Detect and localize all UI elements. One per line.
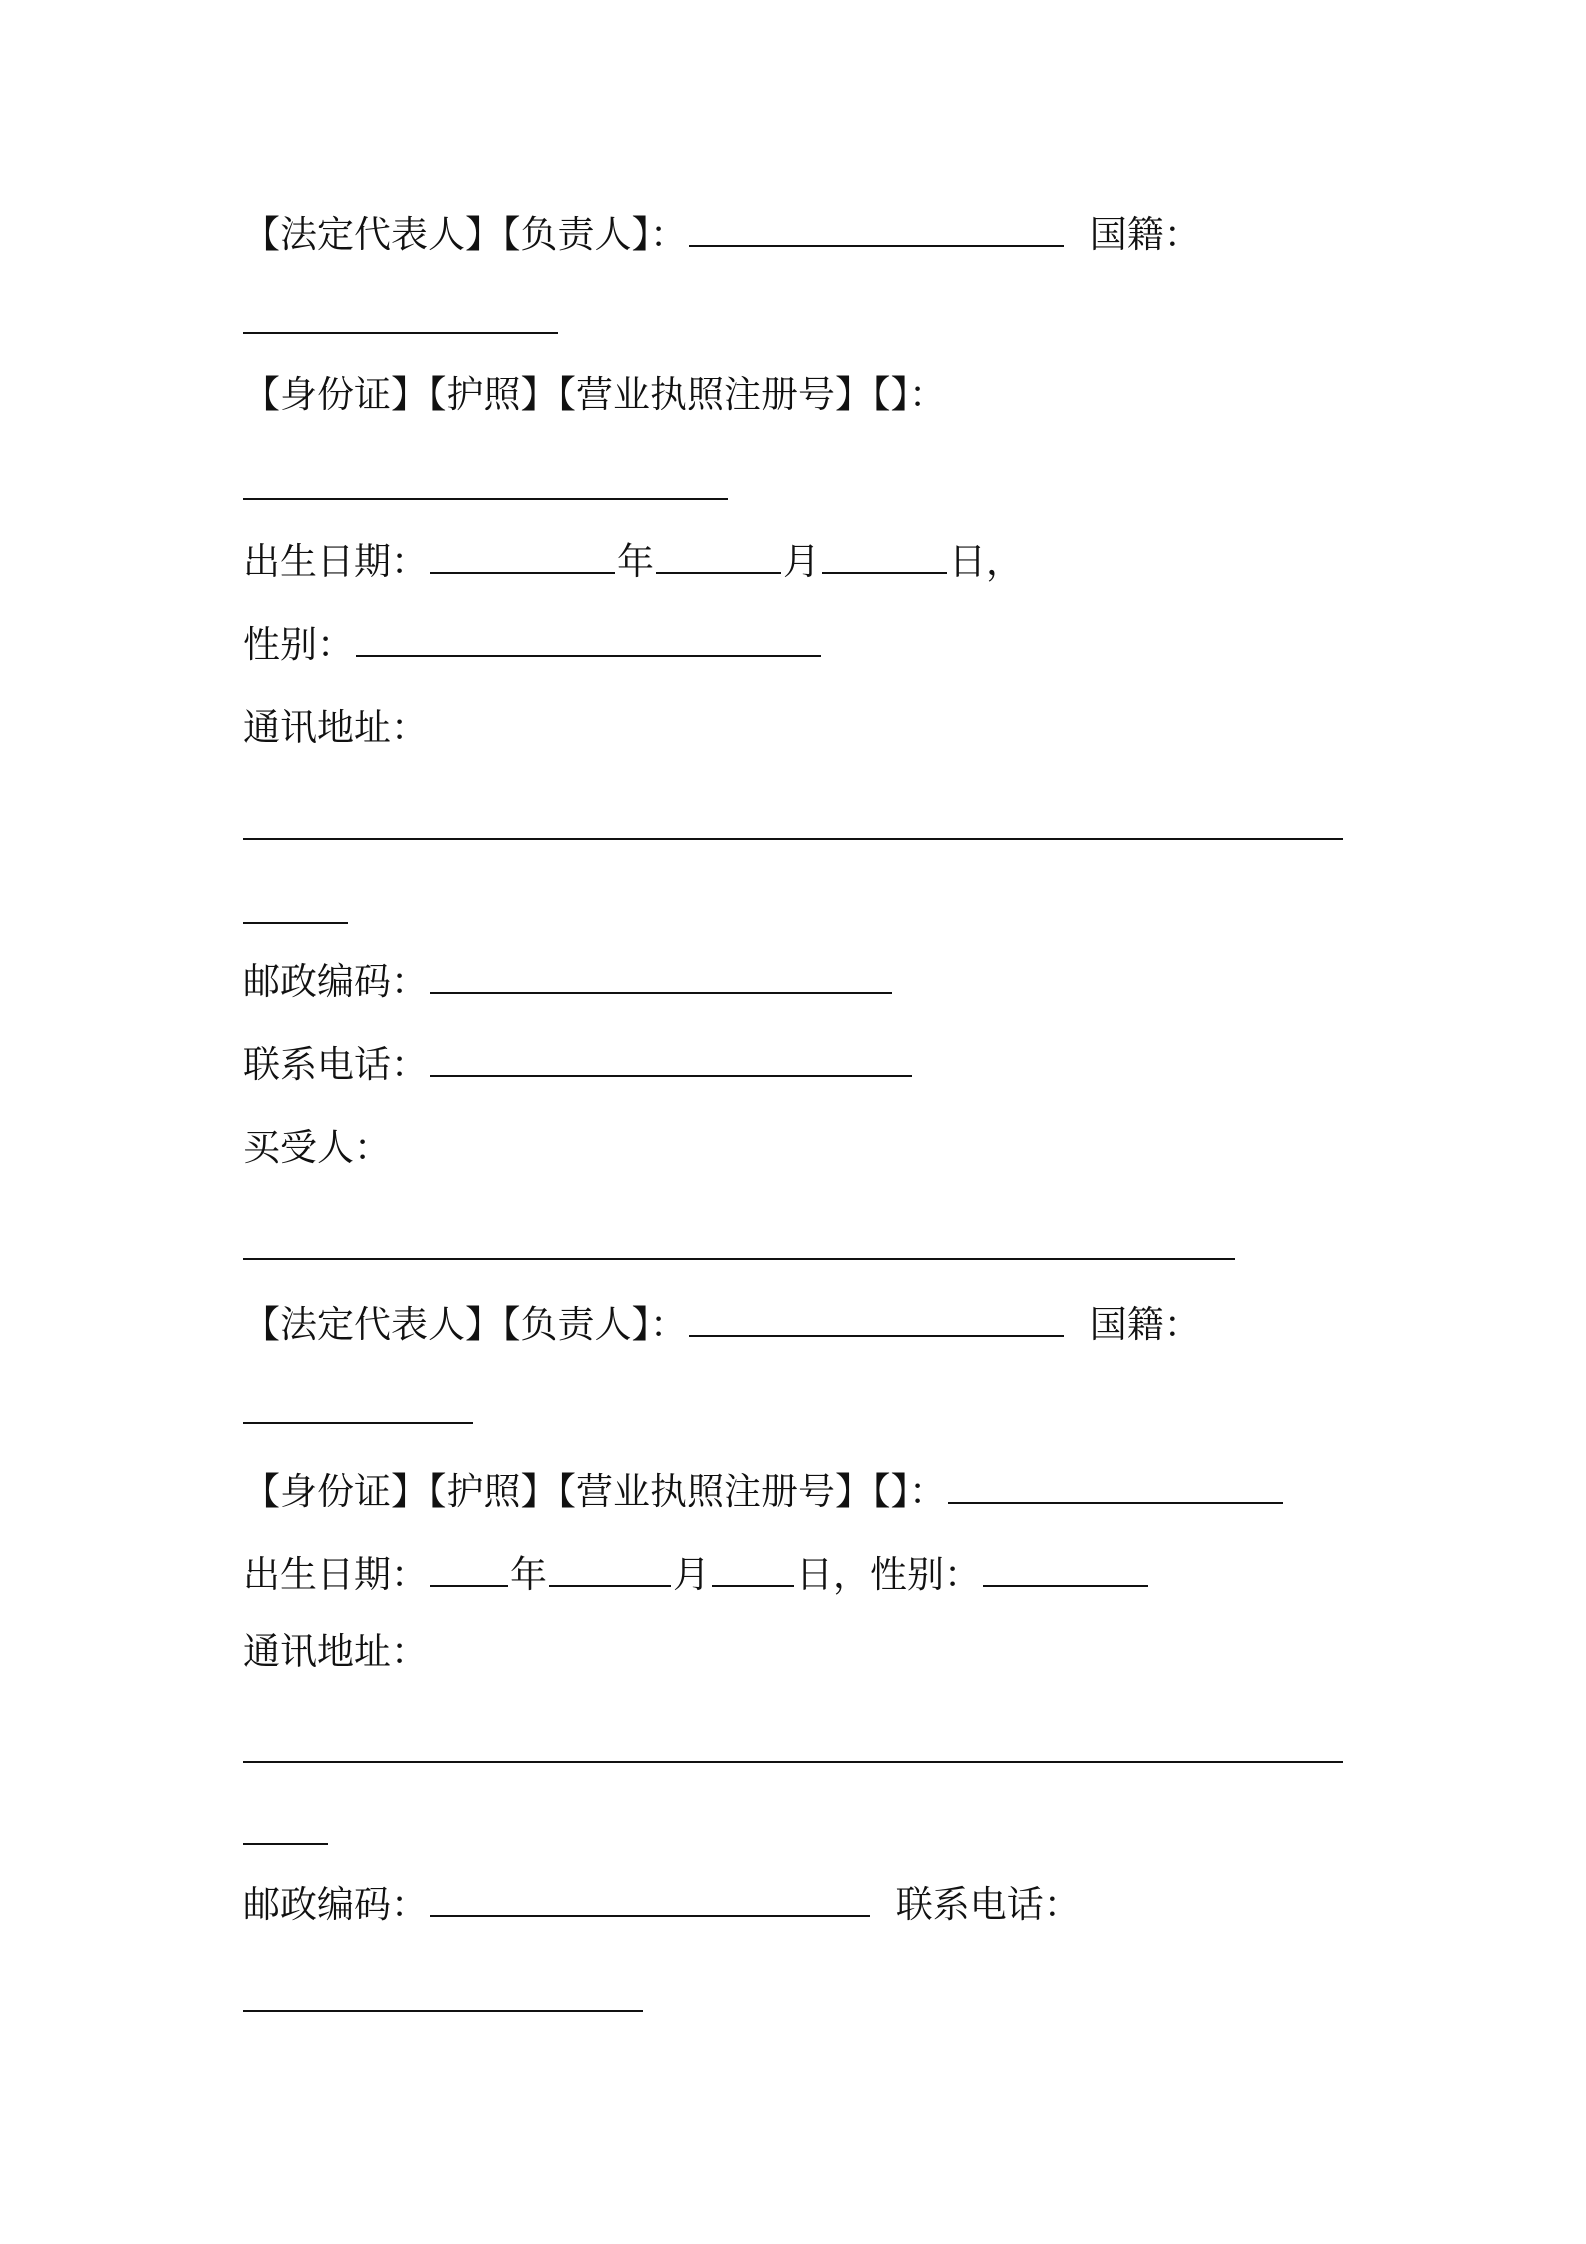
seller-phone-line [243,1040,914,1090]
buyer-name-blank[interactable] [243,1256,1235,1260]
buyer-month-unit: 月 [673,1553,710,1596]
seller-rep-label: 【法定代表人】【负责人】： [243,213,687,256]
buyer-postcode-phone-line [243,1880,1081,1930]
buyer-nationality-label: 国籍： [1089,1303,1201,1346]
buyer-rep-label: 【法定代表人】【负责人】： [243,1303,687,1346]
seller-gender-label: 性别： [243,623,354,666]
buyer-rep-blank[interactable] [689,1305,1064,1337]
buyer-birth-line [243,1550,1150,1600]
seller-month-unit: 月 [783,540,820,583]
buyer-address-line [243,1627,428,1677]
buyer-gender-blank[interactable] [983,1555,1148,1587]
seller-address-label: 通讯地址： [243,706,428,749]
seller-rep-line [243,210,1201,260]
seller-phone-label: 联系电话： [243,1043,428,1086]
seller-address-blank-1[interactable] [243,836,1343,840]
seller-birth-label: 出生日期： [243,540,428,583]
seller-address-line [243,703,428,753]
seller-postcode-blank[interactable] [430,962,892,994]
buyer-address-blank-2[interactable] [243,1841,328,1845]
buyer-gender-label: 性别： [870,1553,981,1596]
seller-birth-line [243,537,1023,587]
seller-nationality-label: 国籍： [1089,213,1201,256]
seller-day-unit: 日， [949,540,1023,583]
buyer-birth-label: 出生日期： [243,1553,428,1596]
buyer-phone-blank[interactable] [243,2008,643,2012]
seller-phone-blank[interactable] [430,1045,912,1077]
seller-birth-day-blank[interactable] [822,542,947,574]
buyer-phone-label: 联系电话： [895,1883,1081,1926]
buyer-id-line [243,1467,1285,1517]
buyer-nationality-blank[interactable] [243,1420,473,1424]
buyer-address-blank-1[interactable] [243,1759,1343,1763]
seller-postcode-label: 邮政编码： [243,960,428,1003]
seller-year-unit: 年 [617,540,654,583]
seller-gender-blank[interactable] [356,625,821,657]
buyer-birth-year-blank[interactable] [430,1555,508,1587]
seller-birth-month-blank[interactable] [656,542,781,574]
buyer-year-unit: 年 [510,1553,547,1596]
buyer-postcode-label: 邮政编码： [243,1883,428,1926]
buyer-postcode-blank[interactable] [430,1885,870,1917]
buyer-id-label: 【身份证】【护照】【营业执照注册号】【】： [243,1470,946,1513]
seller-birth-year-blank[interactable] [430,542,615,574]
buyer-day-unit: 日， [796,1553,870,1596]
seller-gender-line [243,620,823,670]
buyer-rep-line [243,1300,1201,1350]
buyer-id-blank[interactable] [948,1472,1283,1504]
buyer-birth-month-blank[interactable] [549,1555,671,1587]
seller-rep-blank[interactable] [689,215,1064,247]
seller-id-label: 【身份证】【护照】【营业执照注册号】【】： [243,373,946,416]
buyer-birth-day-blank[interactable] [712,1555,794,1587]
buyer-address-label: 通讯地址： [243,1630,428,1673]
seller-postcode-line [243,957,894,1007]
seller-id-blank[interactable] [243,496,728,500]
buyer-label: 买受人： [243,1126,391,1169]
seller-id-line [243,370,946,420]
buyer-title-line [243,1123,391,1173]
seller-nationality-blank[interactable] [243,330,558,334]
seller-address-blank-2[interactable] [243,920,348,924]
